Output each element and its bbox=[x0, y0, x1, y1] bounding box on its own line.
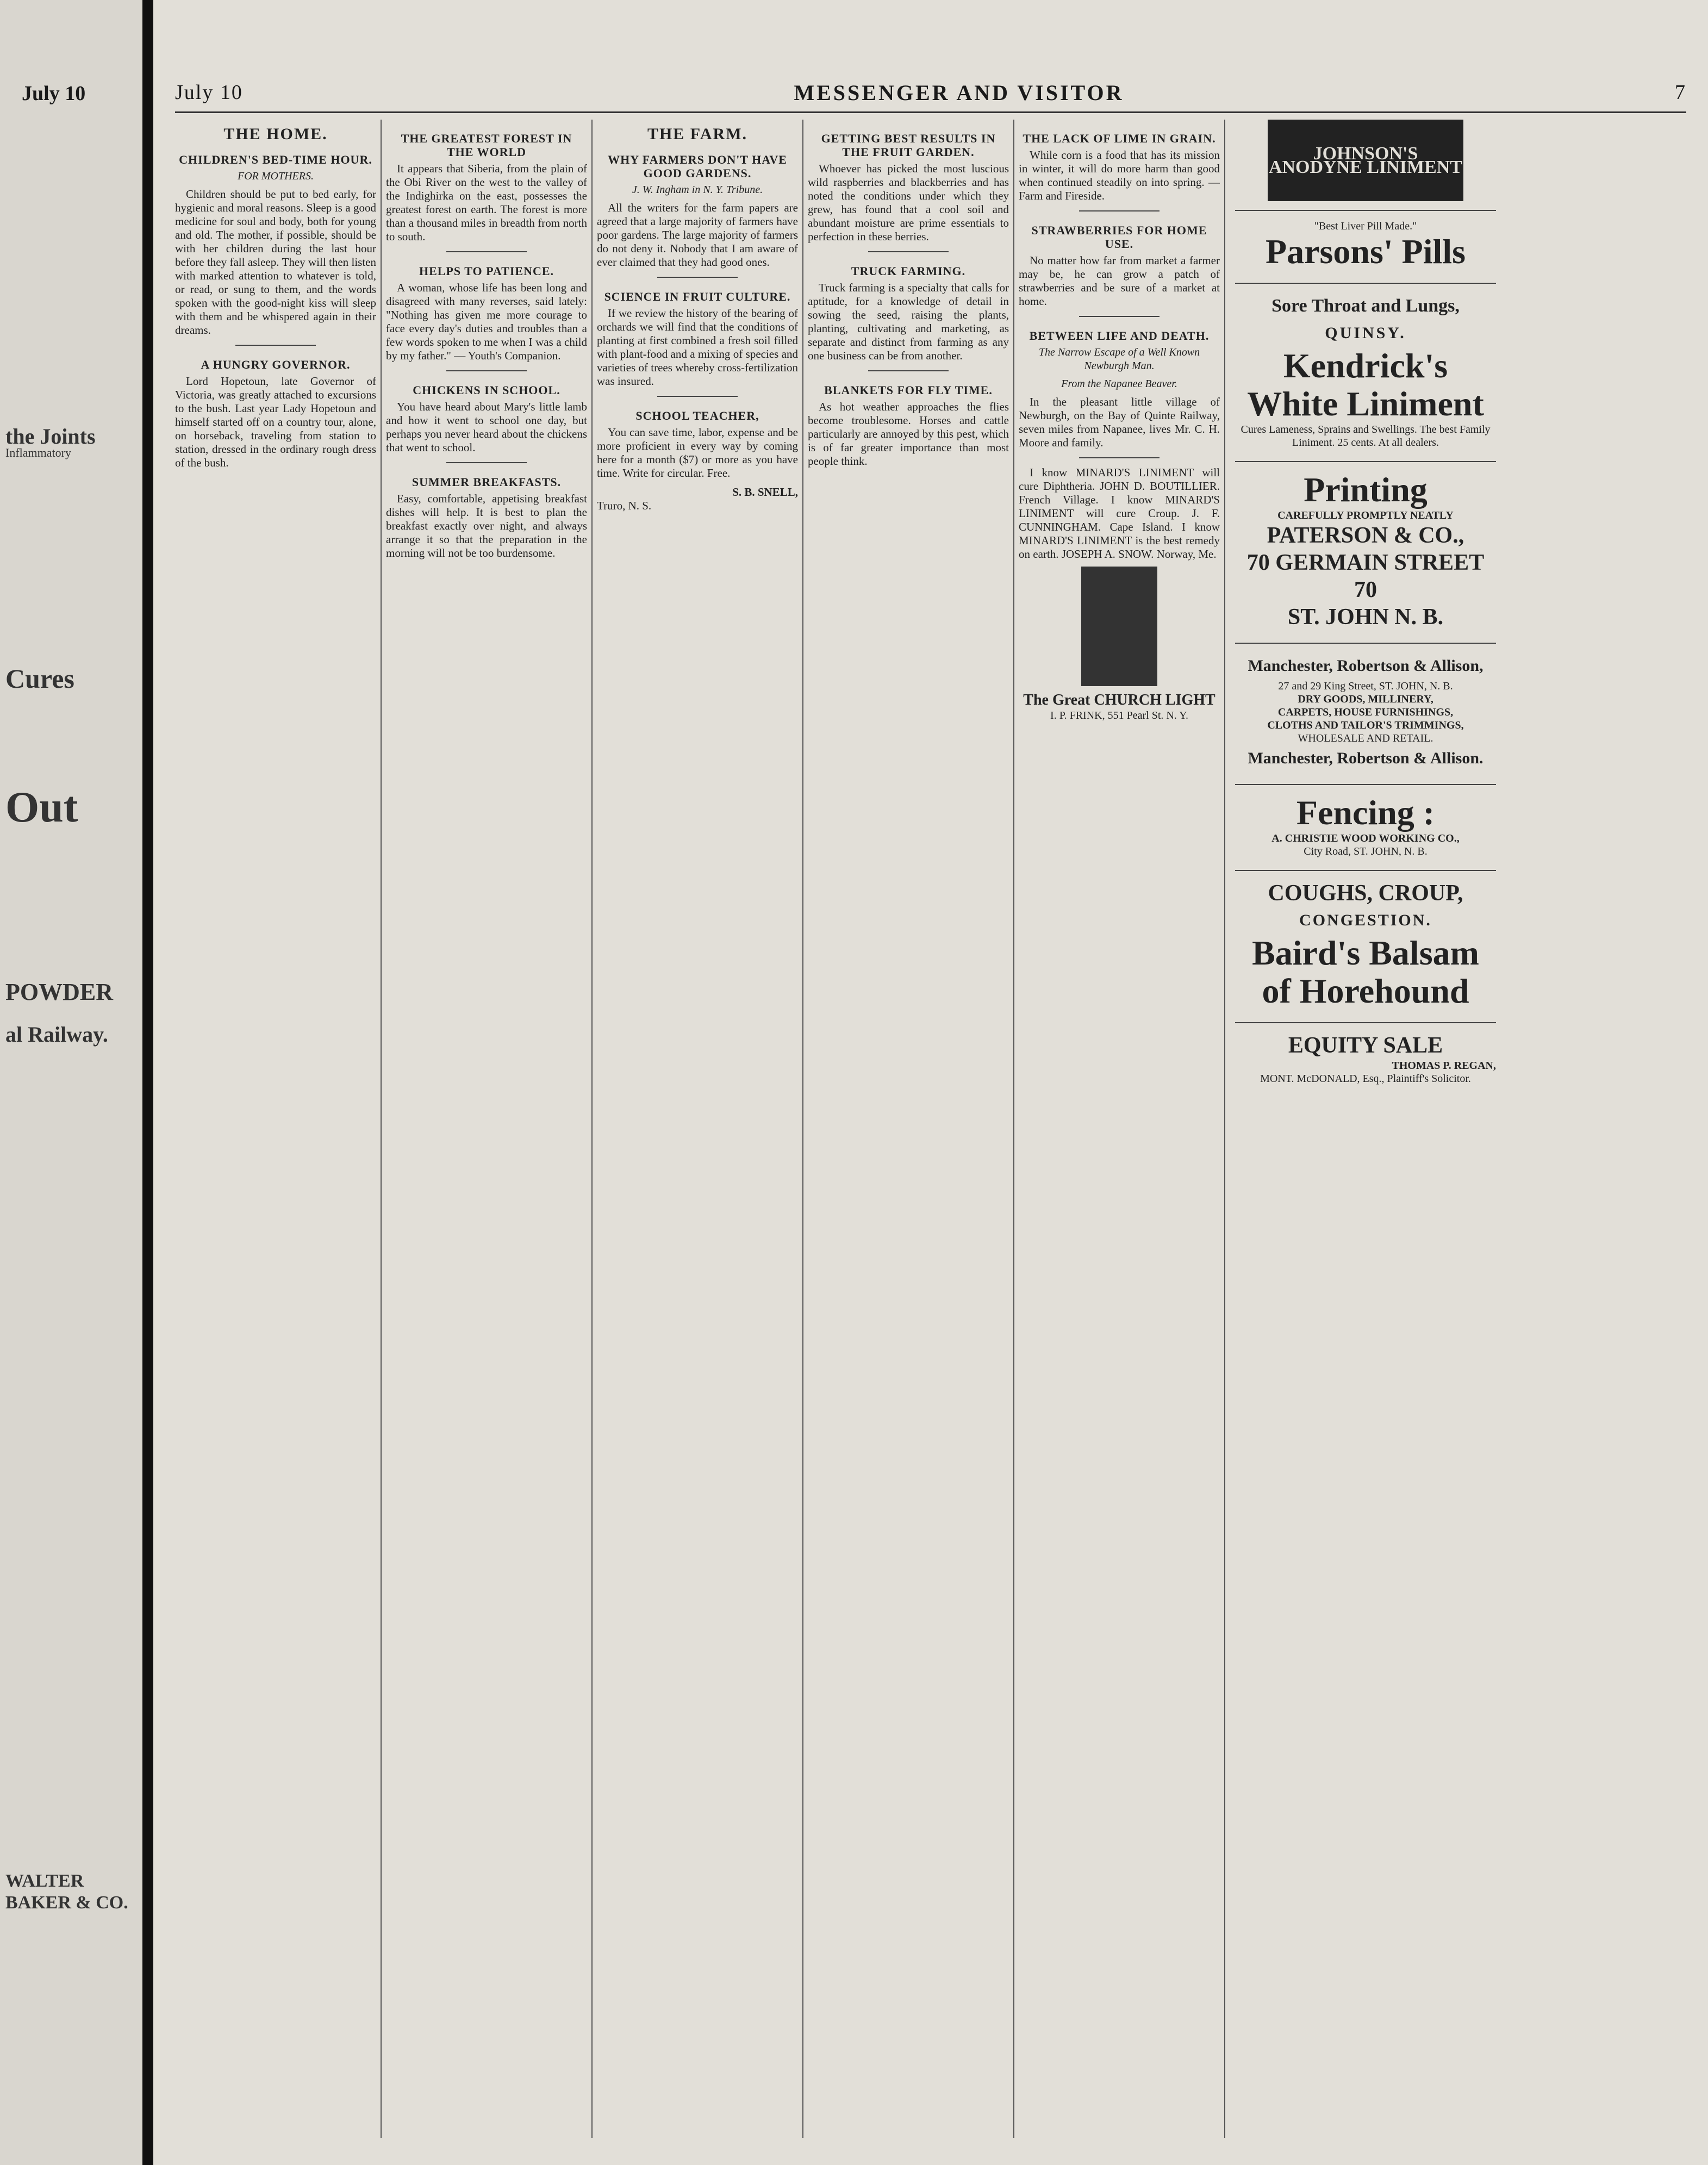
section-heading: THE FARM. bbox=[647, 125, 748, 143]
article-text: While corn is a food that has its mission in winter, it will do more harm than good when continued steadily on into spring. — Farm and Fireside. bbox=[1019, 148, 1220, 202]
section-heading: HELPS TO PATIENCE. bbox=[419, 264, 554, 278]
printing-city: ST. JOHN N. B. bbox=[1287, 605, 1444, 630]
divider bbox=[1235, 283, 1496, 284]
article-text: If we review the history of the bearing of orchards we will find that the conditions of planting at first combined a fresh soil filled with plant-food and a mixing of species and varieties of trees whereby cross-fertilization was insured. bbox=[597, 307, 798, 388]
kendricks-note: Cures Lameness, Sprains and Swellings. The best Family Liniment. 25 cents. At all dealers. bbox=[1241, 424, 1491, 449]
section-heading: THE HOME. bbox=[223, 125, 328, 143]
column-rule bbox=[381, 120, 382, 2138]
left-fragment-5: POWDER bbox=[5, 979, 113, 1005]
divider bbox=[1079, 316, 1160, 317]
divider bbox=[1079, 210, 1160, 211]
article-text: All the writers for the farm papers are agreed that a large majority of farmers have poor gardens. The large majority of farmers do not deny it. Nobody that I am aware of ever claimed that they had good ones. bbox=[597, 201, 798, 269]
printing-ad bbox=[1235, 471, 1496, 631]
divider bbox=[1235, 643, 1496, 644]
section-heading: BLANKETS FOR FLY TIME. bbox=[824, 383, 993, 397]
section-heading: A HUNGRY GOVERNOR. bbox=[201, 358, 351, 371]
signature: S. B. SNELL, bbox=[732, 486, 798, 499]
divider bbox=[868, 370, 949, 371]
masthead-rule bbox=[175, 111, 1686, 113]
equity-signer: THOMAS P. REGAN, bbox=[1392, 1060, 1496, 1072]
divider bbox=[446, 370, 527, 371]
section-heading: STRAWBERRIES FOR HOME USE. bbox=[1031, 223, 1207, 251]
printing-title: Printing bbox=[1304, 470, 1428, 509]
parsons-title: Parsons' Pills bbox=[1265, 232, 1466, 271]
divider bbox=[1079, 457, 1160, 458]
place: Truro, N. S. bbox=[597, 499, 652, 512]
section-heading: CHICKENS IN SCHOOL. bbox=[413, 383, 560, 397]
section-byline: From the Napanee Beaver. bbox=[1061, 378, 1177, 390]
article-text: Whoever has picked the most luscious wild raspberries and blackberries and has noted the conditions under which they grew, has found that a cool soil and abundant moisture are prime essentials to perfection in these berries. bbox=[808, 162, 1009, 243]
article-text: You can save time, labor, expense and be more proficient in every way by coming here for a month ($7) or more as you have time. Write for circular. Free. bbox=[597, 426, 798, 480]
section-heading: SCIENCE IN FRUIT CULTURE. bbox=[604, 290, 791, 303]
kendricks-liniment-ad bbox=[1235, 293, 1496, 449]
divider bbox=[446, 462, 527, 463]
manchester-ad bbox=[1235, 652, 1496, 772]
manchester-line: CARPETS, HOUSE FURNISHINGS, bbox=[1277, 706, 1454, 718]
divider bbox=[1235, 1022, 1496, 1023]
section-heading: SCHOOL TEACHER, bbox=[635, 409, 759, 422]
fencing-title: Fencing : bbox=[1296, 793, 1435, 832]
divider bbox=[1235, 784, 1496, 785]
left-fragment-2: Inflammatory bbox=[5, 446, 71, 459]
kendricks-title: Kendrick's White Liniment bbox=[1247, 346, 1484, 423]
section-subheading: WHY FARMERS DON'T HAVE GOOD GARDENS. bbox=[608, 153, 787, 180]
article-text: Easy, comfortable, appetising breakfast dishes will help. It is best to plan the breakfast exactly over night, and always arrange it so that the preparation in the morning will not be too burdensome. bbox=[386, 492, 587, 559]
kendricks-quinsy: QUINSY. bbox=[1325, 324, 1406, 342]
equity-solicitor: MONT. McDONALD, Esq., Plaintiff's Solicitor. bbox=[1260, 1073, 1471, 1085]
adjacent-page-fragment bbox=[0, 0, 142, 2165]
section-heading: SUMMER BREAKFASTS. bbox=[412, 475, 562, 489]
manchester-footer: Manchester, Robertson & Allison. bbox=[1248, 749, 1483, 767]
section-heading: THE GREATEST FOREST IN THE WORLD bbox=[401, 132, 572, 159]
left-fragment-1: the Joints bbox=[5, 424, 96, 449]
printing-sub: CAREFULLY PROMPTLY NEATLY bbox=[1277, 509, 1454, 521]
divider bbox=[1235, 210, 1496, 211]
column-3 bbox=[597, 120, 798, 2138]
manchester-line: CLOTHS AND TAILOR'S TRIMMINGS, bbox=[1267, 719, 1464, 731]
church-light-title: The Great CHURCH LIGHT bbox=[1023, 692, 1215, 708]
article-text: A woman, whose life has been long and disagreed with many reverses, said lately: "Nothing has given me more courage to face every day's duties and troubles than a few words spoken to me when I was a child by my father." — Youth's Companion. bbox=[386, 281, 587, 362]
manchester-address: 27 and 29 King Street, ST. JOHN, N. B. bbox=[1278, 680, 1453, 692]
advertisement-column bbox=[1235, 120, 1496, 2138]
fencing-ad bbox=[1235, 794, 1496, 858]
section-heading: BETWEEN LIFE AND DEATH. bbox=[1029, 329, 1210, 343]
divider bbox=[657, 396, 738, 397]
johnsons-liniment-ad: JOHNSON'S ANODYNE LINIMENT bbox=[1268, 120, 1463, 201]
article-text: No matter how far from market a farmer may be, he can grow a patch of strawberries and be sure of a market at home. bbox=[1019, 254, 1220, 308]
left-page-date: July 10 bbox=[22, 82, 86, 105]
column-rule bbox=[802, 120, 803, 2138]
newspaper-page bbox=[153, 0, 1708, 2165]
page-number: 7 bbox=[1674, 81, 1686, 104]
manchester-line: WHOLESALE AND RETAIL. bbox=[1298, 732, 1433, 744]
left-fragment-6: al Railway. bbox=[5, 1022, 108, 1047]
divider bbox=[1235, 461, 1496, 462]
divider bbox=[868, 251, 949, 252]
section-heading: GETTING BEST RESULTS IN THE FRUIT GARDEN. bbox=[821, 132, 996, 159]
equity-sale-notice bbox=[1235, 1032, 1496, 1085]
masthead-date: July 10 bbox=[175, 81, 243, 104]
masthead bbox=[175, 76, 1686, 109]
left-fragment-4: Out bbox=[5, 783, 78, 831]
masthead-title: MESSENGER AND VISITOR bbox=[794, 80, 1124, 105]
bairds-title: Baird's Balsam of Horehound bbox=[1252, 934, 1479, 1010]
section-heading: THE LACK OF LIME IN GRAIN. bbox=[1023, 132, 1216, 145]
fencing-firm: A. CHRISTIE WOOD WORKING CO., bbox=[1271, 832, 1460, 844]
section-byline: J. W. Ingham in N. Y. Tribune. bbox=[632, 184, 763, 196]
section-subheading: The Narrow Escape of a Well Known Newburgh Man. bbox=[1038, 346, 1200, 372]
article-text: Lord Hopetoun, late Governor of Victoria, was greatly attached to excursions to the bush. Last year Lady Hopetoun and himself started off on a country tour, alone, on horseback, traveling from station to station, dressed in the ordinary rough dress of the bush. bbox=[175, 375, 376, 469]
article-text: As hot weather approaches the flies become troublesome. Horses and cattle particularly are annoyed by this pest, which is of far greater importance than most people think. bbox=[808, 400, 1009, 468]
article-text: It appears that Siberia, from the plain of the Obi River on the west to the valley of the Indighirka on the east, possesses the greatest forest on earth. The forest is more than a thousand miles in breadth from north to south. bbox=[386, 162, 587, 243]
article-text: Truck farming is a specialty that calls for aptitude, for a knowledge of detail in sowing the seed, raising the plants, planting, cultivating and marketing, as separate and distinct from farming as any one business can be from another. bbox=[808, 281, 1009, 362]
column-rule bbox=[1224, 120, 1225, 2138]
column-2 bbox=[386, 120, 587, 2138]
section-subheading: CHILDREN'S BED-TIME HOUR. bbox=[179, 153, 372, 166]
left-fragment-7: WALTER BAKER & CO. bbox=[5, 1871, 128, 1913]
article-text: Children should be put to bed early, for hygienic and moral reasons. Sleep is a good medicine for soul and body, both for young and old. The mother, if possible, should be with her children during the last hour before they fall asleep. They will then listen with marked attention to whatever is told, or read, or sung to them, and the words spoken with the good-night kiss will sleep with them and be whispered again in their dreams. bbox=[175, 188, 376, 337]
column-rule bbox=[591, 120, 593, 2138]
column-4 bbox=[808, 120, 1009, 2138]
section-heading: TRUCK FARMING. bbox=[851, 264, 966, 278]
divider bbox=[446, 251, 527, 252]
kendricks-lead: Sore Throat and Lungs, bbox=[1271, 296, 1460, 316]
divider bbox=[657, 277, 738, 278]
printing-address: 70 GERMAIN STREET 70 bbox=[1246, 550, 1485, 602]
equity-title: EQUITY SALE bbox=[1288, 1033, 1443, 1058]
church-light-maker: I. P. FRINK, 551 Pearl St. N. Y. bbox=[1050, 710, 1188, 721]
article-text: You have heard about Mary's little lamb and how it went to school one day, but perhaps you never heard about the chickens that went to school. bbox=[386, 400, 587, 454]
left-fragment-3: Cures bbox=[5, 663, 74, 694]
bairds-balsam-ad bbox=[1235, 880, 1496, 1010]
bairds-congestion: CONGESTION. bbox=[1299, 911, 1432, 929]
printing-firm: PATERSON & CO., bbox=[1267, 523, 1464, 548]
article-text: In the pleasant little village of Newburgh, on the Bay of Quinte Railway, seven miles from Napanee, lives Mr. C. H. Moore and family. bbox=[1019, 395, 1220, 449]
divider bbox=[1235, 870, 1496, 871]
parsons-pills-ad bbox=[1235, 220, 1496, 271]
manchester-title: Manchester, Robertson & Allison, bbox=[1248, 657, 1483, 675]
parsons-tagline: "Best Liver Pill Made." bbox=[1314, 220, 1417, 232]
bairds-top: COUGHS, CROUP, bbox=[1268, 881, 1463, 906]
divider bbox=[235, 345, 316, 346]
manchester-line: DRY GOODS, MILLINERY, bbox=[1298, 693, 1433, 705]
column-5 bbox=[1019, 120, 1220, 2138]
church-light-illustration bbox=[1081, 567, 1157, 686]
section-byline: FOR MOTHERS. bbox=[238, 170, 314, 182]
testimonial-text: I know MINARD'S LINIMENT will cure Diphtheria. JOHN D. BOUTILLIER. French Village. I know MINARD'S LINIMENT will cure Croup. J. F. CUNNINGHAM. Cape Island. I know MINARD'S LINIMENT is the best remedy on earth. JOSEPH A. SNOW. Norway, Me. bbox=[1019, 466, 1220, 561]
fencing-address: City Road, ST. JOHN, N. B. bbox=[1304, 845, 1428, 857]
column-1 bbox=[175, 120, 376, 2138]
column-rule bbox=[1013, 120, 1014, 2138]
